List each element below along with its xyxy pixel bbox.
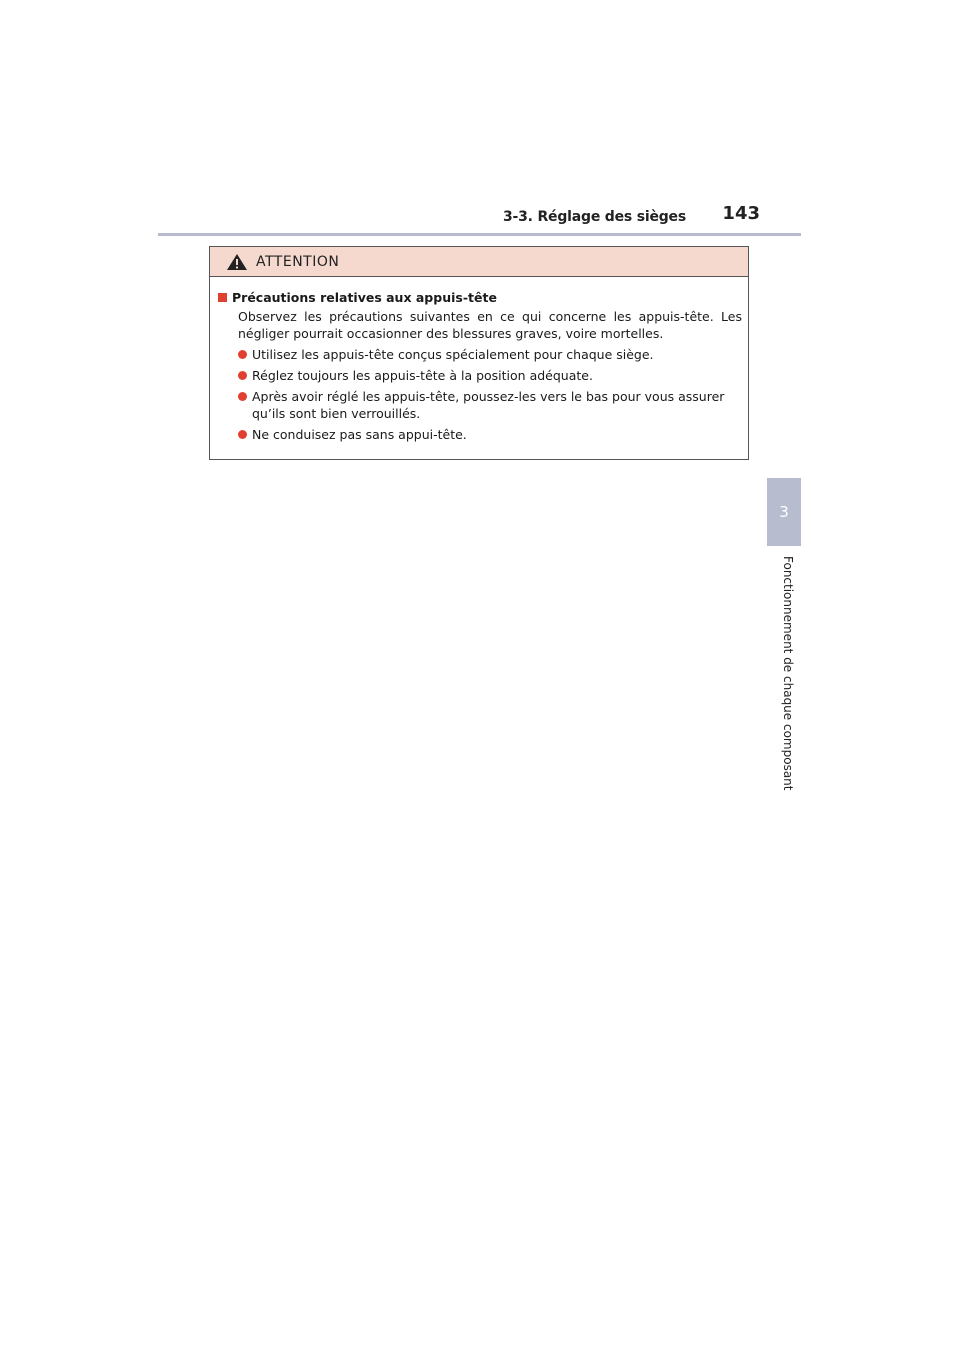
section-title: 3-3. Réglage des sièges <box>502 209 686 225</box>
bullet-dot-icon <box>238 371 247 380</box>
intro-paragraph: Observez les précautions suivantes en ce qui concerne les appuis-tête. Les négliger pourrait occasionner des blessures graves, voire mortelles. <box>238 309 742 341</box>
header-rule <box>158 233 801 236</box>
list-item <box>238 367 742 384</box>
warning-box <box>209 246 749 460</box>
warning-triangle-icon <box>226 253 248 271</box>
warning-body <box>210 277 748 443</box>
list-item-text: Après avoir réglé les appuis-tête, poussez-les vers le bas pour vous assurer qu’ils sont bien verrouillés. <box>252 389 725 421</box>
list-item <box>238 346 742 363</box>
section-heading <box>218 289 742 306</box>
square-bullet-icon <box>218 293 227 302</box>
warning-header <box>210 247 748 277</box>
bullet-dot-icon <box>238 392 247 401</box>
list-item-text: Utilisez les appuis-tête conçus spécialement pour chaque siège. <box>252 347 654 362</box>
section-heading-text: Précautions relatives aux appuis-tête <box>232 290 497 305</box>
list-item <box>238 426 742 443</box>
bullet-dot-icon <box>238 430 247 439</box>
chapter-tab <box>767 478 801 546</box>
page-number: 143 <box>722 203 760 224</box>
chapter-side-title: Fonctionnement de chaque composant <box>781 556 795 791</box>
warning-label: ATTENTION <box>256 253 340 270</box>
bullet-dot-icon <box>238 350 247 359</box>
list-item <box>238 388 742 422</box>
list-item-text: Réglez toujours les appuis-tête à la position adéquate. <box>252 368 593 383</box>
chapter-number: 3 <box>779 503 789 521</box>
list-item-text: Ne conduisez pas sans appui-tête. <box>252 427 467 442</box>
